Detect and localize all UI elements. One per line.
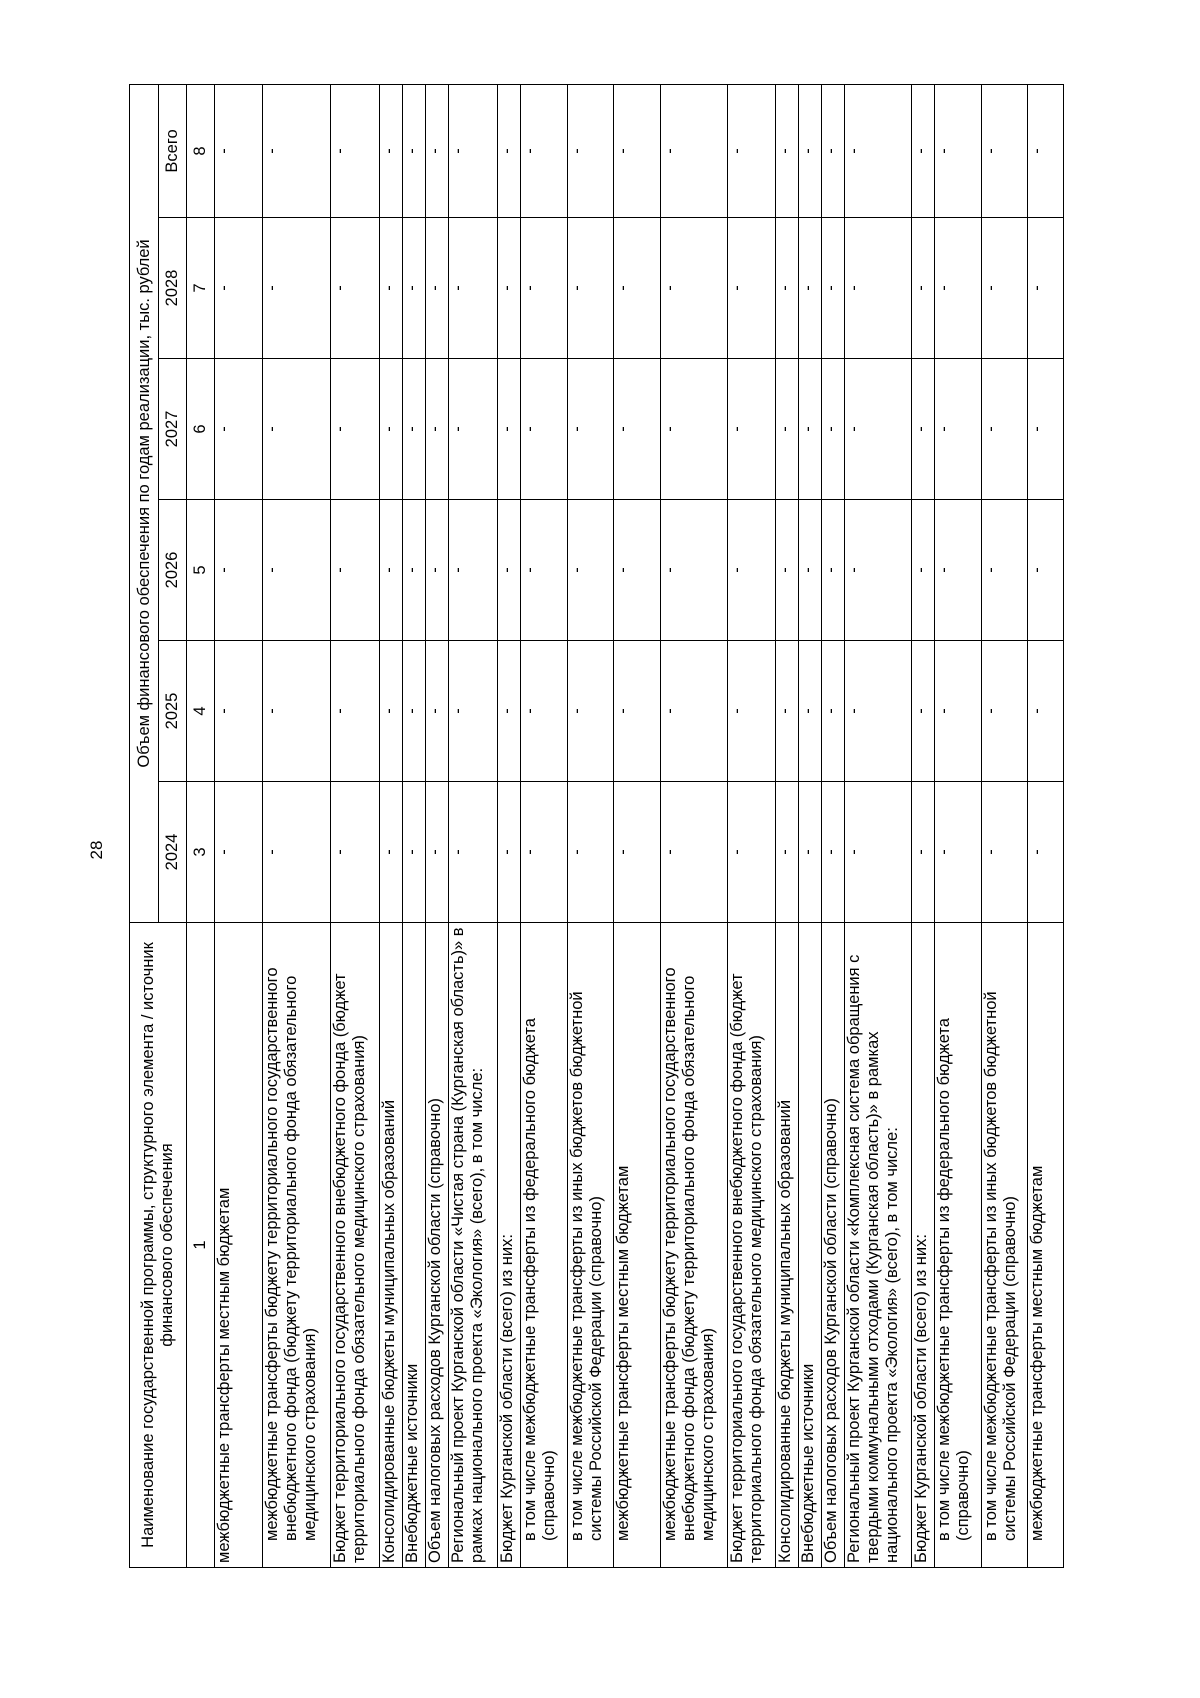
row-value: - [661, 641, 728, 782]
row-value: - [776, 218, 799, 359]
row-value: - [912, 359, 935, 500]
row-value: - [331, 218, 380, 359]
row-value: - [799, 218, 822, 359]
row-value: - [822, 218, 845, 359]
table-row [799, 84, 822, 1567]
header-year: 2028 [159, 218, 187, 359]
row-value: - [776, 500, 799, 641]
row-value: - [614, 84, 661, 217]
row-value: - [614, 218, 661, 359]
row-value: - [935, 218, 982, 359]
row-value: - [331, 641, 380, 782]
row-value: - [426, 359, 449, 500]
row-value: - [568, 218, 614, 359]
row-value: - [449, 500, 498, 641]
row-value: - [426, 500, 449, 641]
index-cell: 6 [187, 359, 215, 500]
row-value: - [403, 641, 426, 782]
row-value: - [449, 359, 498, 500]
table-row [982, 84, 1028, 1567]
header-name-column: Наименование государственной программы, структурного элемента / источник финансового обеспечения [130, 923, 187, 1568]
row-value: - [263, 500, 331, 641]
row-value: - [263, 641, 331, 782]
row-label: Региональный проект Курганской области «Чистая страна (Курганская область)» в рамках национального проекта «Экология» (всего), в том числе: [449, 923, 498, 1568]
row-value: - [263, 84, 331, 217]
table-row [845, 84, 912, 1567]
row-value: - [912, 782, 935, 923]
row-value: - [449, 218, 498, 359]
row-value: - [1028, 641, 1064, 782]
row-value: - [935, 641, 982, 782]
row-value: - [728, 500, 776, 641]
row-label: Бюджет территориального государственного внебюджетного фонда (бюджет территориального фонда обязательного медицинского страхования) [331, 923, 380, 1568]
row-value: - [935, 359, 982, 500]
row-value: - [403, 782, 426, 923]
table-row [661, 84, 728, 1567]
table-row [1028, 84, 1064, 1567]
row-value: - [982, 500, 1028, 641]
header-year: 2027 [159, 359, 187, 500]
row-value: - [331, 782, 380, 923]
financing-table [129, 84, 1064, 1568]
row-value: - [728, 84, 776, 217]
row-label: Бюджет Курганской области (всего) из них: [912, 923, 935, 1568]
row-label: в том числе межбюджетные трансферты из федерального бюджета (справочно) [521, 923, 568, 1568]
row-value: - [982, 641, 1028, 782]
row-label: Объем налоговых расходов Курганской области (справочно) [426, 923, 449, 1568]
table-row [568, 84, 614, 1567]
index-cell: 1 [187, 923, 215, 1568]
row-label: Внебюджетные источники [799, 923, 822, 1568]
row-value: - [426, 84, 449, 217]
row-value: - [799, 782, 822, 923]
row-value: - [728, 359, 776, 500]
row-value: - [614, 500, 661, 641]
index-cell: 7 [187, 218, 215, 359]
row-label: Объем налоговых расходов Курганской области (справочно) [822, 923, 845, 1568]
row-value: - [380, 500, 403, 641]
row-label: Консолидированные бюджеты муниципальных образований [776, 923, 799, 1568]
row-value: - [799, 84, 822, 217]
row-value: - [331, 500, 380, 641]
table-row [498, 84, 521, 1567]
row-value: - [982, 84, 1028, 217]
row-label: в том числе межбюджетные трансферты из иных бюджетов бюджетной системы Российской Федерации (справочно) [982, 923, 1028, 1568]
table-row [331, 84, 380, 1567]
row-value: - [776, 641, 799, 782]
table-row [426, 84, 449, 1567]
row-value: - [215, 359, 263, 500]
row-value: - [426, 782, 449, 923]
row-value: - [661, 84, 728, 217]
row-value: - [776, 359, 799, 500]
row-value: - [822, 782, 845, 923]
row-value: - [776, 782, 799, 923]
row-value: - [845, 641, 912, 782]
table-row [403, 84, 426, 1567]
row-label: межбюджетные трансферты местным бюджетам [1028, 923, 1064, 1568]
row-label: межбюджетные трансферты местным бюджетам [215, 923, 263, 1568]
row-value: - [568, 641, 614, 782]
row-value: - [935, 84, 982, 217]
row-value: - [498, 782, 521, 923]
row-value: - [845, 782, 912, 923]
row-value: - [215, 641, 263, 782]
table-row [215, 84, 263, 1567]
row-label: в том числе межбюджетные трансферты из федерального бюджета (справочно) [935, 923, 982, 1568]
row-value: - [521, 641, 568, 782]
row-value: - [331, 359, 380, 500]
row-value: - [845, 84, 912, 217]
row-label: межбюджетные трансферты местным бюджетам [614, 923, 661, 1568]
row-value: - [521, 782, 568, 923]
row-value: - [661, 359, 728, 500]
header-year: 2026 [159, 500, 187, 641]
row-value: - [845, 218, 912, 359]
table-row [449, 84, 498, 1567]
row-value: - [799, 500, 822, 641]
row-value: - [822, 359, 845, 500]
row-value: - [215, 500, 263, 641]
row-value: - [912, 500, 935, 641]
row-value: - [380, 84, 403, 217]
row-value: - [403, 500, 426, 641]
row-value: - [614, 641, 661, 782]
row-value: - [799, 359, 822, 500]
row-value: - [380, 359, 403, 500]
index-cell: 4 [187, 641, 215, 782]
row-value: - [728, 218, 776, 359]
row-value: - [568, 782, 614, 923]
row-value: - [935, 500, 982, 641]
row-value: - [215, 218, 263, 359]
row-value: - [498, 500, 521, 641]
row-value: - [331, 84, 380, 217]
row-label: в том числе межбюджетные трансферты из иных бюджетов бюджетной системы Российской Федерации (справочно) [568, 923, 614, 1568]
index-row [187, 84, 215, 1567]
page-number: 28 [87, 840, 106, 860]
row-value: - [426, 641, 449, 782]
row-value: - [521, 359, 568, 500]
row-value: - [982, 218, 1028, 359]
row-value: - [1028, 84, 1064, 217]
index-cell: 3 [187, 782, 215, 923]
row-value: - [521, 500, 568, 641]
row-value: - [263, 359, 331, 500]
row-value: - [845, 500, 912, 641]
row-label: Внебюджетные источники [403, 923, 426, 1568]
row-value: - [568, 500, 614, 641]
row-value: - [521, 84, 568, 217]
row-value: - [912, 84, 935, 217]
row-value: - [403, 218, 426, 359]
row-value: - [380, 218, 403, 359]
row-value: - [1028, 359, 1064, 500]
row-value: - [1028, 218, 1064, 359]
row-value: - [263, 218, 331, 359]
row-label: Региональный проект Курганской области «Комплексная система обращения с твердыми коммунальными отходами (Курганская область)» в рамках национального проекта «Экология» (всего), в том числе: [845, 923, 912, 1568]
row-value: - [728, 641, 776, 782]
row-label: межбюджетные трансферты бюджету территориального государственного внебюджетного фонда (бюджету территориального фонда обязательного медицинского страхования) [263, 923, 331, 1568]
index-cell: 5 [187, 500, 215, 641]
row-value: - [521, 218, 568, 359]
row-value: - [215, 782, 263, 923]
row-value: - [568, 84, 614, 217]
table-row [935, 84, 982, 1567]
row-value: - [982, 359, 1028, 500]
row-value: - [498, 84, 521, 217]
row-value: - [822, 84, 845, 217]
row-value: - [1028, 500, 1064, 641]
row-value: - [912, 218, 935, 359]
row-value: - [822, 500, 845, 641]
row-label: межбюджетные трансферты бюджету территориального государственного внебюджетного фонда (бюджету территориального фонда обязательного медицинского страхования) [661, 923, 728, 1568]
row-value: - [776, 84, 799, 217]
row-value: - [380, 641, 403, 782]
row-value: - [215, 84, 263, 217]
row-value: - [661, 500, 728, 641]
index-cell: 8 [187, 84, 215, 217]
row-value: - [661, 218, 728, 359]
row-value: - [498, 218, 521, 359]
table-row [614, 84, 661, 1567]
row-value: - [498, 359, 521, 500]
row-value: - [380, 782, 403, 923]
row-value: - [822, 641, 845, 782]
row-value: - [498, 641, 521, 782]
row-value: - [403, 84, 426, 217]
row-value: - [449, 782, 498, 923]
row-value: - [426, 218, 449, 359]
row-value: - [845, 359, 912, 500]
row-value: - [403, 359, 426, 500]
row-value: - [614, 782, 661, 923]
table-row [728, 84, 776, 1567]
row-value: - [935, 782, 982, 923]
row-value: - [263, 782, 331, 923]
table-row [912, 84, 935, 1567]
row-label: Бюджет территориального государственного внебюджетного фонда (бюджет территориального фонда обязательного медицинского страхования) [728, 923, 776, 1568]
row-value: - [661, 782, 728, 923]
row-label: Консолидированные бюджеты муниципальных образований [380, 923, 403, 1568]
row-value: - [982, 782, 1028, 923]
row-value: - [912, 641, 935, 782]
row-label: Бюджет Курганской области (всего) из них: [498, 923, 521, 1568]
rotated-table-container [129, 85, 1085, 1568]
row-value: - [799, 641, 822, 782]
table-row [521, 84, 568, 1567]
table-row [380, 84, 403, 1567]
row-value: - [1028, 782, 1064, 923]
row-value: - [449, 84, 498, 217]
table-row [822, 84, 845, 1567]
row-value: - [568, 359, 614, 500]
table-row [776, 84, 799, 1567]
header-total: Всего [159, 84, 187, 217]
row-value: - [614, 359, 661, 500]
header-volume-group: Объем финансового обеспечения по годам реализации, тыс. рублей [130, 84, 159, 922]
header-year: 2024 [159, 782, 187, 923]
table-row [263, 84, 331, 1567]
row-value: - [728, 782, 776, 923]
row-value: - [449, 641, 498, 782]
header-year: 2025 [159, 641, 187, 782]
